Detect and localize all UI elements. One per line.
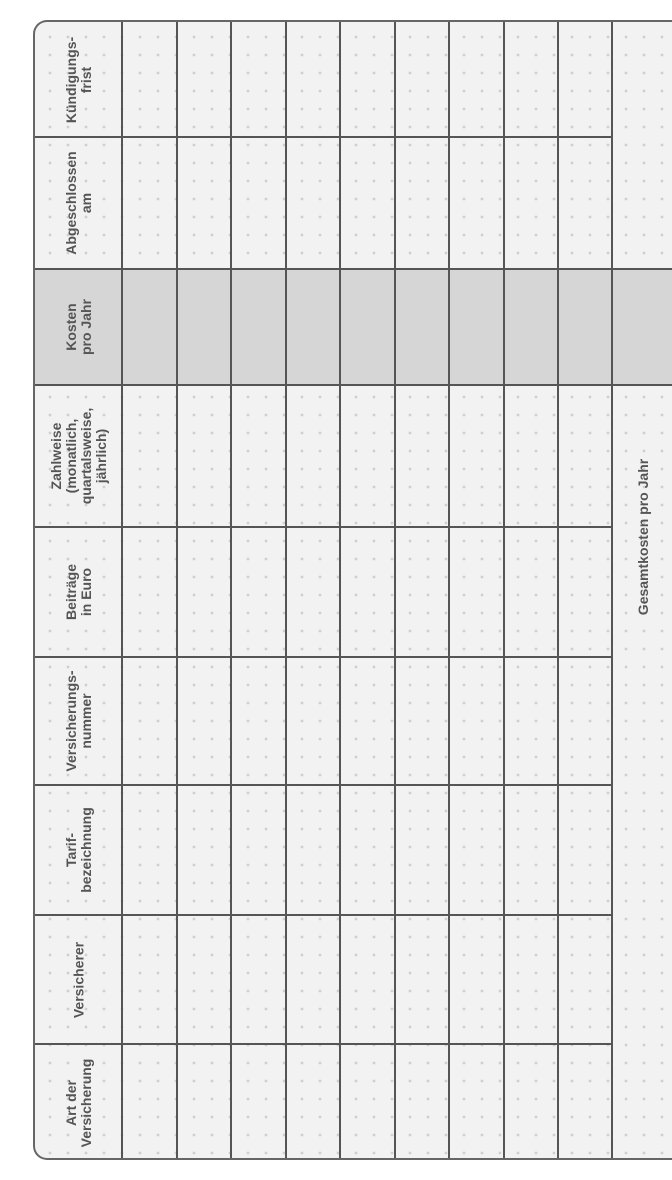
column-header: [35, 22, 122, 137]
row-separator: [176, 22, 178, 1160]
column-separator: [35, 268, 672, 270]
column-header-label: Zahlweise (monatlich, quartalsweise, jährlich): [47, 407, 109, 505]
row-separator: [503, 22, 505, 1160]
row-separator: [557, 22, 559, 1160]
column-header-label: Kosten pro Jahr: [62, 298, 94, 356]
column-header-label: Abgeschlossen am: [62, 151, 94, 255]
column-header-label: Kündigungs- frist: [62, 36, 94, 123]
column-header: [35, 385, 122, 527]
column-separator: [35, 384, 672, 386]
column-separator: [35, 136, 612, 138]
row-separator: [394, 22, 396, 1160]
column-separator: [35, 914, 612, 916]
row-separator: [285, 22, 287, 1160]
column-separator: [35, 1043, 612, 1045]
column-header: [35, 657, 122, 785]
column-header: [35, 915, 122, 1044]
column-separator: [35, 656, 612, 658]
column-header-label: Versicherer: [70, 941, 86, 1018]
column-header: [35, 527, 122, 657]
highlighted-column-body: [122, 269, 672, 385]
column-header: [35, 269, 122, 385]
row-separator: [121, 22, 123, 1160]
insurance-overview-table: [33, 20, 672, 1160]
column-header-label: Tarif- bezeichnung: [62, 807, 94, 893]
column-header-label: Versicherungs- nummer: [62, 670, 94, 772]
column-header-label: Beiträge in Euro: [62, 563, 94, 621]
column-header: [35, 137, 122, 269]
total-cost-label-text: Gesamtkosten pro Jahr: [635, 458, 651, 616]
row-separator: [230, 22, 232, 1160]
row-separator: [448, 22, 450, 1160]
column-separator: [35, 784, 612, 786]
column-header: [35, 1044, 122, 1160]
row-separator: [339, 22, 341, 1160]
total-cost-label: [612, 427, 672, 647]
column-separator: [35, 526, 612, 528]
column-header-label: Art der Versicherung: [62, 1058, 94, 1148]
column-header: [35, 785, 122, 915]
